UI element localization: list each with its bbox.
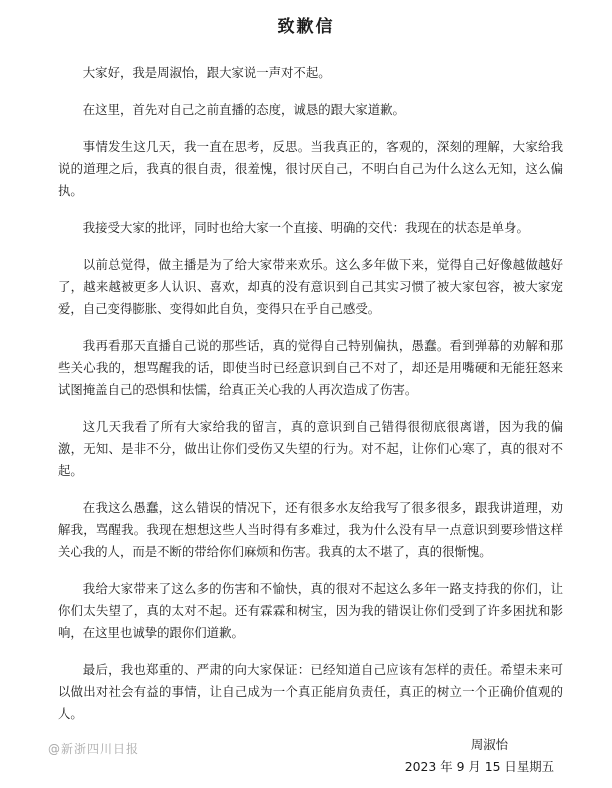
paragraph: 在这里，首先对自己之前直播的态度，诚恳的跟大家道歉。 — [82, 102, 405, 117]
paragraph: 我接受大家的批评，同时也给大家一个直接、明确的交代：我现在的状态是单身。 — [82, 220, 529, 235]
paragraph: 我给大家带来了这么多的伤害和不愉快，真的很对不起这么多年一路支持我的你们，让你们太失望了，真的太对不起。还有霖霖和树宝，因为我的错误让你们受到了许多困扰和影响，在这里也诚挚的跟你们道歉。 — [58, 581, 563, 640]
signature-date: 2023 年 9 月 15 日星期五 — [404, 759, 554, 774]
signature-name: 周淑怡 — [470, 737, 508, 752]
letter-title: 致歉信 — [277, 17, 335, 37]
paragraph: 在我这么愚蠢，这么错误的情况下，还有很多水友给我写了很多很多，跟我讲道理，劝解我，骂醒我。我现在想想这些人当时得有多难过，我为什么没有早一点意识到要珍惜这样关心我的人，而是不断的带给你们麻烦和伤害。我真的太不堪了，真的很惭愧。 — [58, 500, 563, 559]
paragraph: 这几天我看了所有大家给我的留言，真的意识到自己错得很彻底很离谱，因为我的偏激，无知、是非不分，做出让你们受伤又失望的行为。对不起，让你们心寒了，真的很对不起。 — [58, 419, 563, 478]
paragraph: 我再看那天直播自己说的那些话，真的觉得自己特别偏执，愚蠢。看到弹幕的劝解和那些关心我的，想骂醒我的话，即使当时已经意识到自己不对了，却还是用嘴硬和无能狂怒来试图掩盖自己的恐惧和怯懦，给真正关心我的人再次造成了伤害。 — [58, 338, 563, 397]
paragraph: 大家好，我是周淑怡，跟大家说一声对不起。 — [82, 65, 331, 80]
paragraph: 事情发生这几天，我一直在思考，反思。当我真正的，客观的，深刻的理解，大家给我说的道理之后，我真的很自责，很羞愧，很讨厌自己，不明白自己为什么这么无知，这么偏执。 — [58, 139, 563, 198]
letter-body — [58, 62, 563, 740]
paragraph: 以前总觉得，做主播是为了给大家带来欢乐。这么多年做下来，觉得自己好像越做越好了，越来越被更多人认识、喜欢，却真的没有意识到自己其实习惯了被大家包容，被大家宠爱，自己变得膨胀、变得如此自负，变得只在乎自己感受。 — [58, 257, 563, 316]
signature-block — [405, 734, 554, 778]
watermark: @新浙四川日报 — [48, 742, 140, 756]
paragraph: 最后，我也郑重的、严肃的向大家保证：已经知道自己应该有怎样的责任。希望未来可以做出对社会有益的事情，让自己成为一个真正能肩负责任，真正的树立一个正确价值观的人。 — [58, 662, 563, 721]
